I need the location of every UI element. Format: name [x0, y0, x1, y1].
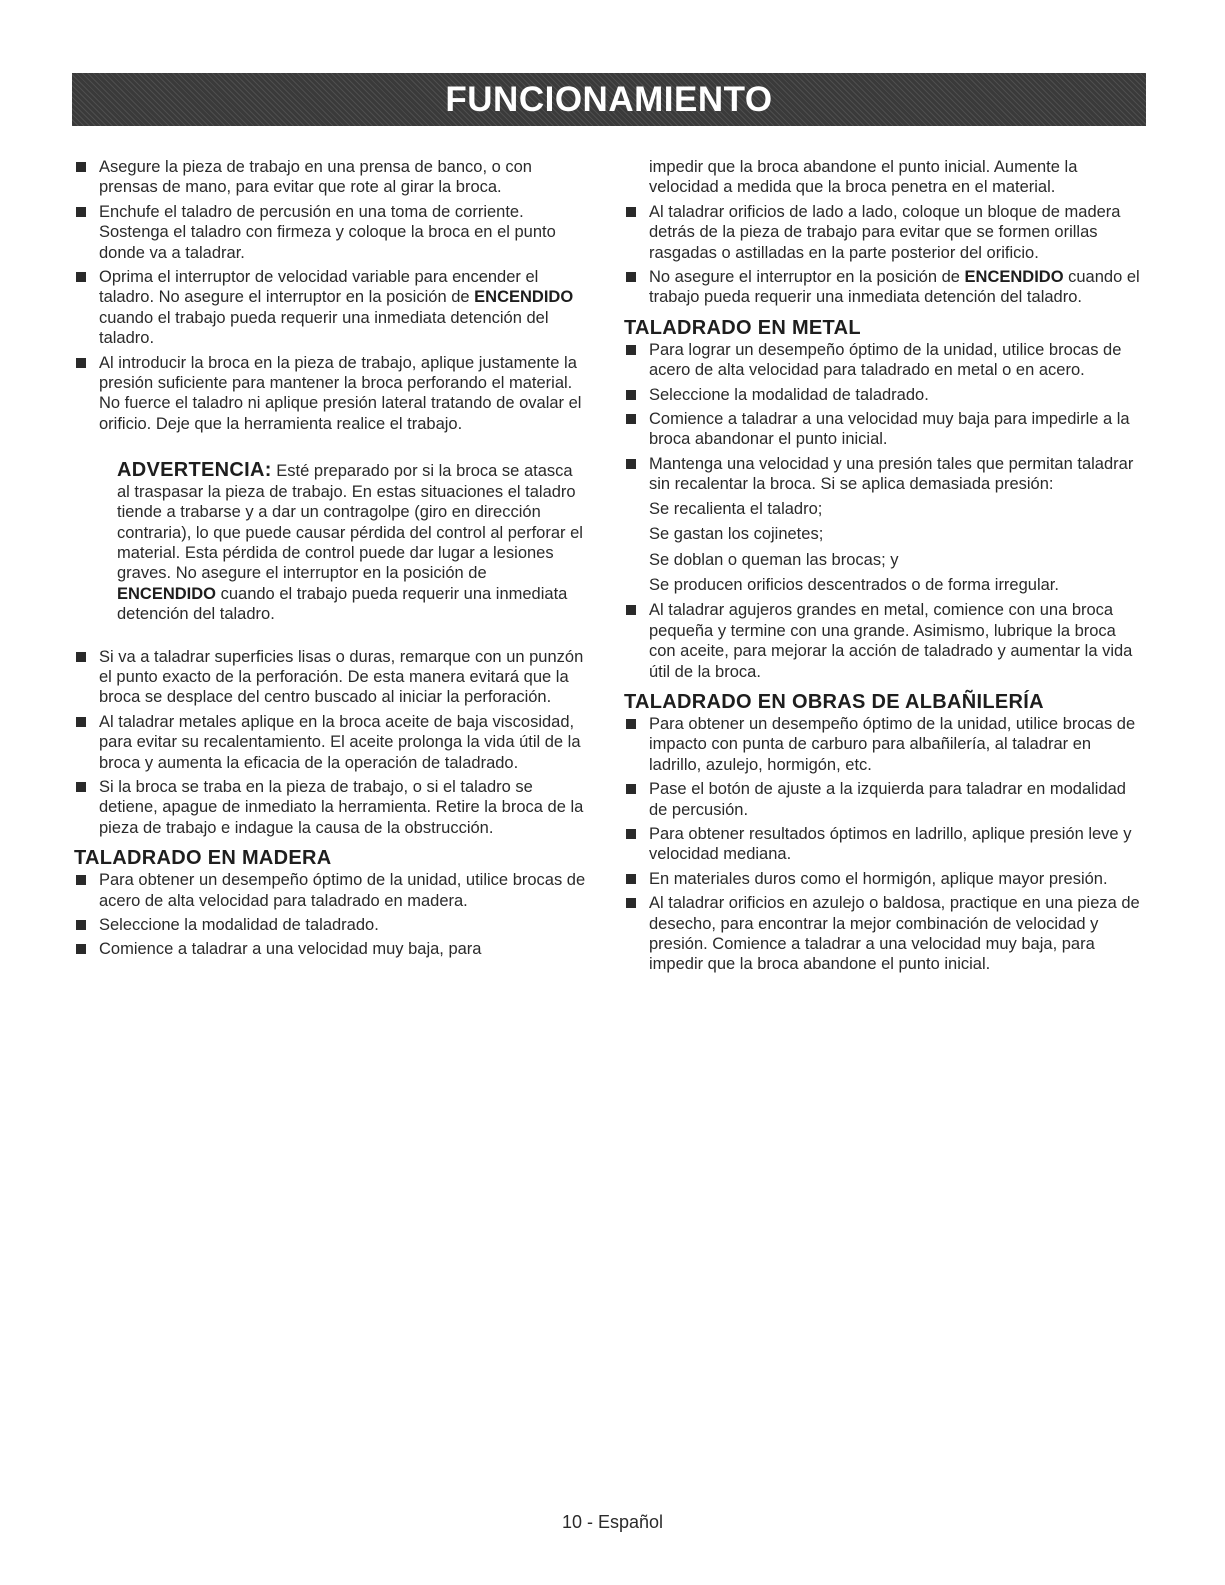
bullet-item: Enchufe el taladro de percusión en una toma de corriente. Sostenga el taladro con firmeza y coloque la broca en el punto donde va a taladrar. [74, 202, 594, 263]
bullet-item: Al taladrar orificios en azulejo o baldosa, practique en una pieza de desecho, para encontrar la mejor combinación de velocidad y presión. Comience a taladrar a una velocidad muy baja, para impedir que la broca abandone el punto inicial. [624, 893, 1144, 975]
square-bullet-icon [76, 162, 86, 172]
bullet-item: Comience a taladrar a una velocidad muy baja para impedirle a la broca abandonar el punto inicial. [624, 409, 1144, 450]
square-bullet-icon [76, 717, 86, 727]
warning-block: ADVERTENCIA: Esté preparado por si la broca se atasca al traspasar la pieza de trabajo. En estas situaciones el taladro tiende a trabarse y a dar un contragolpe (giro en dirección contraria), lo que puede causar pérdida del control al perforar el material. Esta pérdida de control puede dar lugar a lesiones graves. No asegure el interruptor en la posición de ENCENDIDO cuando el trabajo pueda requerir una inmediata detención del taladro. [117, 459, 583, 624]
bold-keyword: ENCENDIDO [474, 288, 574, 307]
bullet-item: Para obtener un desempeño óptimo de la unidad, utilice brocas de acero de alta velocidad para taladrado en madera. [74, 870, 594, 911]
square-bullet-icon [626, 829, 636, 839]
bullet-item: Seleccione la modalidad de taladrado. [74, 915, 594, 935]
bullet-item: Al taladrar orificios de lado a lado, coloque un bloque de madera detrás de la pieza de trabajo para evitar que se formen orillas rasgadas o astilladas en la parte posterior del orificio. [624, 202, 1144, 263]
bullet-item: Oprima el interruptor de velocidad variable para encender el taladro. No asegure el interruptor en la posición de ENCENDIDO cuando el trabajo pueda requerir una inmediata detención del taladro. [74, 267, 594, 349]
square-bullet-icon [626, 459, 636, 469]
bullet-item: Mantenga una velocidad y una presión tales que permitan taladrar sin recalentar la broca. Si se aplica demasiada presión: [624, 454, 1144, 495]
bullet-item: Para obtener resultados óptimos en ladrillo, aplique presión leve y velocidad mediana. [624, 824, 1144, 865]
square-bullet-icon [76, 944, 86, 954]
square-bullet-icon [626, 390, 636, 400]
square-bullet-icon [626, 784, 636, 794]
page-footer: 10 - Español [561, 1512, 664, 1532]
heading-masonry: TALADRADO EN OBRAS DE ALBAÑILERÍA [624, 690, 1044, 713]
bullet-item: Comience a taladrar a una velocidad muy baja, para [74, 939, 594, 959]
square-bullet-icon [76, 272, 86, 282]
square-bullet-icon [76, 207, 86, 217]
bullet-item: Asegure la pieza de trabajo en una prensa de banco, o con prensas de mano, para evitar que rote al girar la broca. [74, 157, 594, 198]
square-bullet-icon [626, 874, 636, 884]
bullet-item: Si va a taladrar superficies lisas o duras, remarque con un punzón el punto exacto de la perforación. De esta manera evitará que la broca se desplace del centro buscado al iniciar la perforación. [74, 647, 594, 708]
square-bullet-icon [626, 345, 636, 355]
square-bullet-icon [76, 782, 86, 792]
sub-line: Se recalienta el taladro; [649, 499, 823, 518]
sub-line: Se gastan los cojinetes; [649, 525, 824, 544]
bullet-item: Seleccione la modalidad de taladrado. [624, 385, 1144, 405]
bullet-item: No asegure el interruptor en la posición de ENCENDIDO cuando el trabajo pueda requerir una inmediata detención del taladro. [624, 267, 1144, 308]
right-column [624, 157, 1144, 979]
bullet-item: Para lograr un desempeño óptimo de la unidad, utilice brocas de acero de alta velocidad para taladrado en metal o en acero. [624, 340, 1144, 381]
left-column [74, 157, 594, 964]
bullet-item: Para obtener un desempeño óptimo de la unidad, utilice brocas de impacto con punta de carburo para albañilería, al taladrar en ladrillo, azulejo, hormigón, etc. [624, 714, 1144, 775]
heading-metal: TALADRADO EN METAL [624, 316, 861, 339]
sub-line: Se doblan o queman las brocas; y [649, 550, 899, 569]
continued-text: impedir que la broca abandone el punto inicial. Aumente la velocidad a medida que la broca penetra en el material. [649, 158, 1078, 197]
bullet-item: Al taladrar metales aplique en la broca aceite de baja viscosidad, para evitar su recalentamiento. El aceite prolonga la vida útil de la broca y aumenta la eficacia de la operación de taladrado. [74, 712, 594, 773]
square-bullet-icon [76, 875, 86, 885]
square-bullet-icon [626, 719, 636, 729]
square-bullet-icon [626, 414, 636, 424]
square-bullet-icon [76, 920, 86, 930]
bold-keyword: ENCENDIDO [964, 268, 1064, 287]
square-bullet-icon [626, 272, 636, 282]
section-banner [72, 73, 1146, 126]
sub-line: Se producen orificios descentrados o de forma irregular. [649, 575, 1059, 594]
square-bullet-icon [76, 358, 86, 368]
bullet-item: Al taladrar agujeros grandes en metal, comience con una broca pequeña y termine con una grande. Asimismo, lubrique la broca con aceite, para mejorar la acción de taladrado y aumentar la vida útil de la broca. [624, 600, 1144, 682]
section-title: FUNCIONAMIENTO [445, 79, 773, 119]
square-bullet-icon [626, 207, 636, 217]
bullet-item: Pase el botón de ajuste a la izquierda para taladrar en modalidad de percusión. [624, 779, 1144, 820]
warning-label: ADVERTENCIA: [117, 459, 272, 482]
bullet-item: Al introducir la broca en la pieza de trabajo, aplique justamente la presión suficiente para mantener la broca perforando el material. No fuerce el taladro ni aplique presión lateral tratando de ovalar el orificio. Deje que la herramienta realice el trabajo. [74, 353, 594, 435]
square-bullet-icon [76, 652, 86, 662]
square-bullet-icon [626, 605, 636, 615]
bold-keyword: ENCENDIDO [117, 584, 217, 603]
heading-wood: TALADRADO EN MADERA [74, 847, 332, 870]
bullet-item: En materiales duros como el hormigón, aplique mayor presión. [624, 869, 1144, 889]
bullet-item: Si la broca se traba en la pieza de trabajo, o si el taladro se detiene, apague de inmediato la herramienta. Retire la broca de la pieza de trabajo e indague la causa de la obstrucción. [74, 777, 594, 838]
square-bullet-icon [626, 898, 636, 908]
